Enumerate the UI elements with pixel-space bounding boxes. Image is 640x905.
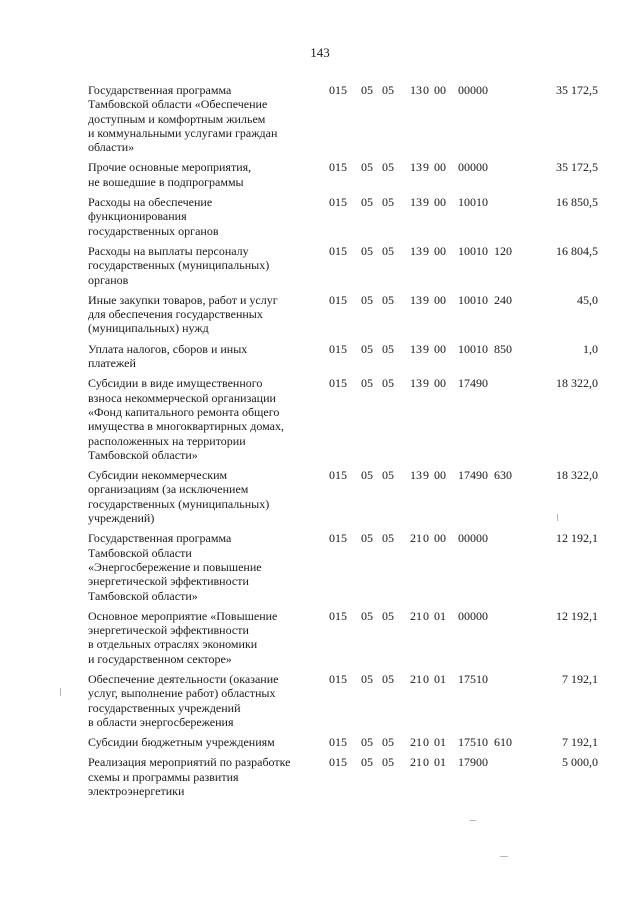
cell-mr: 00 [434,341,446,356]
cell-ved: 015 [329,735,347,750]
cell-ved: 015 [329,292,347,307]
cell-pp: 9 [423,292,429,307]
row-name: Реализация мероприятий по разработке схемы и программы развития электроэнергетики [88,755,291,799]
row-name: Уплата налогов, сборов и иных платежей [88,341,248,371]
row-name: Прочие основные мероприятия, не вошедшие в подпрограммы [88,160,252,189]
row-name: Расходы на выплаты персоналу государственных (муниципальных) органов [88,243,270,287]
cell-vr: 120 [494,243,512,258]
cell-nr: 10010 [458,341,488,356]
cell-mr: 01 [434,671,446,686]
cell-sum: 16 804,5 [556,243,598,258]
cell-pp: 9 [423,468,429,483]
cell-rz: 05 [361,83,373,97]
table-row [0,83,640,154]
table-row [0,468,640,525]
cell-sum: 5 000,0 [562,755,598,770]
cell-nr: 00000 [458,83,488,97]
scan-speck [60,688,61,696]
cell-nr: 00000 [458,531,488,546]
cell-ved: 015 [329,195,347,210]
cell-ved: 015 [329,160,347,175]
cell-rz: 05 [361,468,373,483]
table-row [0,735,640,749]
cell-prog: 21 [410,608,422,623]
cell-rz: 05 [361,243,373,258]
row-name: Субсидии некоммерческим организациям (за исключением государственных (муниципальных) учреждений) [88,468,270,526]
cell-prog: 21 [410,531,422,546]
cell-sum: 1,0 [583,341,598,356]
cell-ved: 015 [329,608,347,623]
scan-speck [500,856,508,857]
cell-ved: 015 [329,243,347,258]
cell-pr: 05 [382,341,394,356]
cell-vr: 850 [494,341,512,356]
table-row [0,244,640,287]
cell-mr: 00 [434,83,446,97]
cell-sum: 35 172,5 [556,83,598,97]
cell-pr: 05 [382,671,394,686]
cell-pr: 05 [382,608,394,623]
cell-pr: 05 [382,376,394,391]
table-row [0,672,640,729]
cell-pr: 05 [382,531,394,546]
cell-nr: 00000 [458,160,488,175]
table-row [0,609,640,666]
table-row [0,342,640,371]
cell-rz: 05 [361,195,373,210]
cell-rz: 05 [361,735,373,750]
cell-sum: 12 192,1 [556,531,598,546]
cell-rz: 05 [361,671,373,686]
cell-mr: 00 [434,376,446,391]
cell-mr: 01 [434,735,446,750]
cell-pp: 0 [423,735,429,750]
cell-vr: 630 [494,468,512,483]
cell-sum: 18 322,0 [556,468,598,483]
page-number: 143 [310,45,330,60]
cell-rz: 05 [361,292,373,307]
row-name: Субсидии бюджетным учреждениям [88,735,275,750]
cell-sum: 7 192,1 [562,671,598,686]
cell-prog: 21 [410,735,422,750]
row-name: Иные закупки товаров, работ и услуг для обеспечения государственных (муниципальных) нужд [88,292,278,336]
cell-nr: 17510 [458,735,488,750]
cell-prog: 13 [410,376,422,391]
cell-pp: 9 [423,376,429,391]
cell-pp: 9 [423,341,429,356]
cell-sum: 18 322,0 [556,376,598,391]
cell-nr: 17900 [458,755,488,770]
cell-mr: 00 [434,160,446,175]
cell-sum: 35 172,5 [556,160,598,175]
cell-prog: 13 [410,468,422,483]
cell-mr: 00 [434,468,446,483]
cell-pr: 05 [382,292,394,307]
cell-pp: 0 [423,755,429,770]
cell-rz: 05 [361,160,373,175]
cell-nr: 10010 [458,195,488,210]
cell-pp: 9 [423,243,429,258]
cell-nr: 00000 [458,608,488,623]
cell-rz: 05 [361,376,373,391]
cell-pp: 0 [423,671,429,686]
cell-prog: 13 [410,341,422,356]
cell-pr: 05 [382,468,394,483]
budget-table [0,83,640,804]
cell-ved: 015 [329,755,347,770]
cell-pr: 05 [382,735,394,750]
cell-nr: 17510 [458,671,488,686]
cell-pp: 9 [423,160,429,175]
cell-sum: 16 850,5 [556,195,598,210]
row-name: Субсидии в виде имущественного взноса некоммерческой организации «Фонд капитального ремонта общего имущества в многоквартирных домах, расположенных на территории Тамбовской области» [88,376,284,462]
cell-prog: 13 [410,292,422,307]
cell-ved: 015 [329,531,347,546]
scan-speck [470,820,476,821]
cell-pr: 05 [382,160,394,175]
cell-nr: 17490 [458,376,488,391]
table-row [0,531,640,602]
cell-mr: 00 [434,292,446,307]
scan-speck [557,514,558,521]
row-name: Основное мероприятие «Повышение энергетической эффективности в отдельных отраслях экономики и государственном секторе» [88,608,278,666]
cell-pr: 05 [382,195,394,210]
cell-prog: 13 [410,83,422,97]
cell-sum: 45,0 [577,292,598,307]
cell-ved: 015 [329,83,347,97]
cell-prog: 13 [410,195,422,210]
table-row [0,195,640,238]
table-row [0,376,640,462]
cell-mr: 00 [434,531,446,546]
cell-pr: 05 [382,243,394,258]
cell-rz: 05 [361,341,373,356]
cell-prog: 21 [410,671,422,686]
row-name: Государственная программа Тамбовской области «Обеспечение доступным и комфортным жильем и коммунальными услугами граждан области» [88,83,278,155]
cell-sum: 12 192,1 [556,608,598,623]
cell-ved: 015 [329,376,347,391]
cell-nr: 10010 [458,292,488,307]
cell-vr: 610 [494,735,512,750]
cell-ved: 015 [329,468,347,483]
cell-pr: 05 [382,83,394,97]
cell-prog: 21 [410,755,422,770]
table-row [0,755,640,798]
cell-pr: 05 [382,755,394,770]
row-name: Обеспечение деятельности (оказание услуг, выполнение работ) областных государственных учреждений в области энергосбережения [88,671,279,729]
table-row [0,293,640,336]
row-name: Расходы на обеспечение функционирования государственных органов [88,195,219,238]
cell-vr: 240 [494,292,512,307]
cell-pp: 0 [423,608,429,623]
cell-mr: 01 [434,755,446,770]
cell-nr: 10010 [458,243,488,258]
cell-prog: 13 [410,243,422,258]
cell-rz: 05 [361,755,373,770]
table-row [0,160,640,189]
cell-prog: 13 [410,160,422,175]
cell-sum: 7 192,1 [562,735,598,750]
cell-nr: 17490 [458,468,488,483]
row-name: Государственная программа Тамбовской области «Энергосбережение и повышение энергетической эффективности Тамбовской области» [88,531,262,603]
cell-mr: 01 [434,608,446,623]
cell-rz: 05 [361,608,373,623]
cell-rz: 05 [361,531,373,546]
cell-ved: 015 [329,341,347,356]
cell-mr: 00 [434,195,446,210]
cell-pp: 9 [423,195,429,210]
cell-ved: 015 [329,671,347,686]
cell-pp: 0 [423,83,429,97]
cell-pp: 0 [423,531,429,546]
cell-mr: 00 [434,243,446,258]
